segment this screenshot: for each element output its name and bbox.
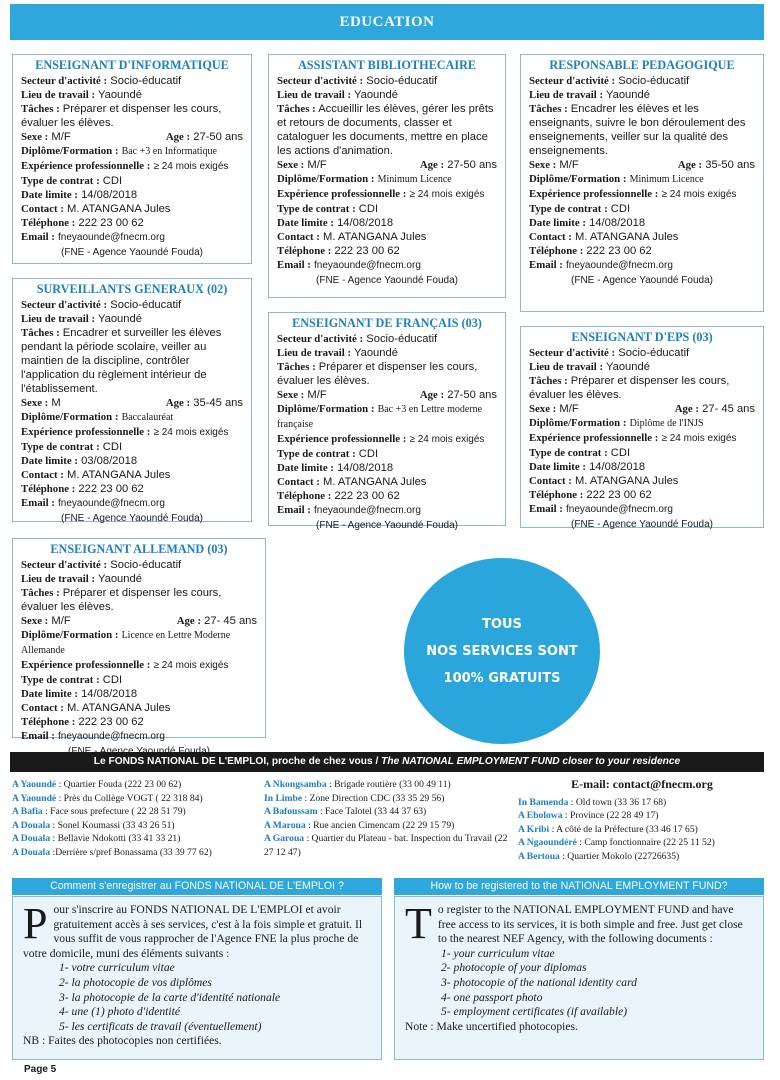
value: CDI bbox=[358, 448, 379, 460]
label: Type de contrat : bbox=[529, 203, 608, 215]
value: ≥ 24 mois exigés bbox=[153, 161, 229, 172]
value: 222 23 00 62 bbox=[586, 245, 652, 257]
page-number: Page 5 bbox=[24, 1064, 57, 1075]
label: Secteur d'activité : bbox=[277, 333, 364, 345]
label: Contact : bbox=[277, 476, 320, 488]
fund-slogan-bar bbox=[10, 752, 764, 772]
label: Tâches : bbox=[21, 587, 60, 599]
value: M/F bbox=[307, 389, 327, 401]
value: Accueillir les élèves, gérer les prêts et retours de documents, classer et cataloguer les documents, mettre en place les actions d'animation. bbox=[277, 103, 494, 157]
value: Bac +3 en Informatique bbox=[121, 146, 217, 157]
label: Date limite : bbox=[277, 217, 334, 229]
label: Age : bbox=[674, 403, 700, 415]
agency-city: A Douala bbox=[12, 819, 51, 831]
agency-line bbox=[518, 809, 766, 823]
value: M/F bbox=[51, 131, 71, 143]
label: Age : bbox=[419, 389, 445, 401]
list-item: 3- la photocopie de la carte d'identité nationale bbox=[59, 990, 281, 1004]
value: CDI bbox=[610, 447, 631, 459]
label: Diplôme/Formation : bbox=[21, 411, 119, 423]
label: Date limite : bbox=[529, 217, 586, 229]
agency-city: A Ngaoundéré bbox=[518, 837, 577, 848]
job-title: SURVEILLANTS GENERAUX (02) bbox=[36, 282, 228, 296]
job-card-francais bbox=[268, 312, 506, 531]
agency-city: A Yaoundé bbox=[12, 792, 57, 804]
agencies-col-3 bbox=[518, 778, 766, 863]
value: 14/08/2018 bbox=[589, 461, 646, 473]
value: 35-45 ans bbox=[193, 397, 243, 409]
label: Secteur d'activité : bbox=[21, 299, 108, 311]
email-link[interactable]: fneyaounde@fnecm.org bbox=[314, 260, 421, 271]
label: Contact : bbox=[21, 469, 64, 481]
value: Préparer et dispenser les cours, évaluer les élèves. bbox=[529, 375, 730, 401]
label: Lieu de travail : bbox=[21, 573, 96, 585]
email-link[interactable]: fneyaounde@fnecm.org bbox=[566, 260, 673, 271]
label: Email : bbox=[277, 259, 311, 271]
label: Date limite : bbox=[21, 455, 78, 467]
agency-line bbox=[518, 823, 766, 837]
value: Yaoundé bbox=[353, 89, 398, 101]
agency-addr: : Face Talotel (33 44 37 63) bbox=[317, 806, 427, 817]
label: Diplôme/Formation : bbox=[529, 173, 627, 185]
how-to-register-fr bbox=[12, 896, 382, 1060]
value: CDI bbox=[358, 203, 379, 215]
agency-line bbox=[12, 805, 258, 819]
label: Secteur d'activité : bbox=[529, 347, 616, 359]
agency-addr: : Quartier Fouda (222 23 00 62) bbox=[56, 779, 182, 790]
label: Email : bbox=[529, 259, 563, 271]
value: M. ATANGANA Jules bbox=[67, 203, 171, 215]
label: Téléphone : bbox=[277, 245, 332, 257]
value: Yaoundé bbox=[605, 89, 650, 101]
list-item: 3- photocopie of the national identity card bbox=[441, 975, 637, 989]
value: CDI bbox=[610, 203, 631, 215]
agency-addr: : A côté de la Préfecture (33 46 17 65) bbox=[549, 823, 698, 835]
label: Date limite : bbox=[21, 688, 78, 700]
value: ≥ 24 mois exigés bbox=[409, 189, 485, 200]
list-item: 2- photocopie of your diplomas bbox=[441, 961, 587, 975]
label: Sexe : bbox=[277, 159, 305, 171]
agency-city: A Ebolowa bbox=[518, 810, 563, 821]
free-line-3: 100% GRATUITS bbox=[443, 670, 561, 686]
value: Diplôme de l'INJS bbox=[629, 418, 704, 429]
agencies-col-1 bbox=[12, 778, 258, 859]
agency-city: A Bafia bbox=[12, 806, 43, 817]
value: Socio-éducatif bbox=[110, 559, 182, 571]
label: Téléphone : bbox=[277, 490, 332, 502]
label: Expérience professionnelle : bbox=[529, 432, 659, 444]
value: ≥ 24 mois exigés bbox=[661, 189, 737, 200]
label: Tâches : bbox=[277, 361, 316, 373]
value: ≥ 24 mois exigés bbox=[153, 427, 229, 438]
document-list bbox=[405, 947, 753, 1020]
label: Diplôme/Formation : bbox=[21, 145, 119, 157]
email-link[interactable]: fneyaounde@fnecm.org bbox=[58, 498, 165, 509]
agency-addr: : Old town (33 36 17 68) bbox=[568, 796, 667, 808]
free-line-2: NOS SERVICES SONT bbox=[426, 643, 578, 659]
job-card-surveillants bbox=[12, 278, 252, 522]
label: Contact : bbox=[21, 203, 64, 215]
agency-addr: : Quartier du Plateau - bat. Inspection du Travail (22 27 12 47) bbox=[264, 833, 508, 858]
agency-addr: :Derrière s/pref Bonassama (33 39 77 62) bbox=[50, 846, 212, 858]
value: 03/08/2018 bbox=[81, 455, 138, 467]
intro-text: our s'inscrire au FONDS NATIONAL DE L'EMPLOI et avoir gratuitement accès à ses services, c'est à la fois simple et gratuit. Il vous suffit de vous rapprocher de l'Agence FNE la plus proche de votre domicile, muni des éléments suivants : bbox=[23, 903, 363, 960]
label: Date limite : bbox=[277, 462, 334, 474]
agency: (FNE - Agence Yaoundé Fouda) bbox=[61, 247, 203, 258]
label: Sexe : bbox=[529, 403, 557, 415]
agency-addr: : Camp fonctionnaire (22 25 11 52) bbox=[576, 837, 715, 848]
label: Type de contrat : bbox=[277, 448, 356, 460]
label: Contact : bbox=[529, 475, 572, 487]
agency-line bbox=[264, 819, 508, 833]
free-services-badge bbox=[404, 558, 600, 744]
agency-line bbox=[12, 832, 258, 846]
agency-addr: : Zone Direction CDC (33 35 29 56) bbox=[302, 792, 445, 804]
label: Email : bbox=[21, 730, 55, 742]
label: Secteur d'activité : bbox=[21, 75, 108, 87]
label: Téléphone : bbox=[21, 483, 76, 495]
document-list bbox=[23, 961, 371, 1034]
label: Secteur d'activité : bbox=[277, 75, 364, 87]
job-title: RESPONSABLE PEDAGOGIQUE bbox=[549, 58, 735, 72]
label: Lieu de travail : bbox=[277, 89, 352, 101]
agency-line bbox=[12, 846, 258, 860]
value: Socio-éducatif bbox=[110, 75, 182, 87]
email-link[interactable]: fneyaounde@fnecm.org bbox=[58, 232, 165, 243]
agency-city: A Bafoussam bbox=[264, 806, 318, 817]
label: Age : bbox=[165, 397, 191, 409]
label: Sexe : bbox=[21, 615, 49, 627]
dropcap: P bbox=[23, 899, 48, 948]
value: Encadrer les élèves et les enseignants, suivre le bon déroulement des enseignements, veiller sur la qualité des enseignements. bbox=[529, 103, 746, 157]
agency: (FNE - Agence Yaoundé Fouda) bbox=[316, 520, 458, 531]
value: Yaoundé bbox=[353, 347, 398, 359]
value: M. ATANGANA Jules bbox=[575, 475, 679, 487]
label: Sexe : bbox=[277, 389, 305, 401]
agency-city: A Yaoundé bbox=[12, 779, 57, 790]
label: Tâches : bbox=[21, 103, 60, 115]
job-card-bibliothecaire bbox=[268, 54, 506, 298]
value: Minimum Licence bbox=[629, 174, 704, 185]
value: Socio-éducatif bbox=[366, 333, 438, 345]
agency-line bbox=[264, 805, 508, 819]
label: Date limite : bbox=[529, 461, 586, 473]
agency-addr: : Sonel Koumassi (33 43 26 51) bbox=[50, 819, 175, 831]
value: Socio-éducatif bbox=[366, 75, 438, 87]
value: M/F bbox=[559, 159, 579, 171]
label: Diplôme/Formation : bbox=[277, 173, 375, 185]
agency-addr: : Quartier Mokolo (22726635) bbox=[559, 850, 680, 862]
value: Minimum Licence bbox=[377, 174, 452, 185]
how-to-register-fr-title: Comment s'enregistrer au FONDS NATIONAL DE L'EMPLOI ? bbox=[12, 878, 382, 895]
value: CDI bbox=[102, 441, 123, 453]
label: Lieu de travail : bbox=[277, 347, 352, 359]
job-title: ASSISTANT BIBLIOTHECAIRE bbox=[297, 58, 477, 72]
value: M. ATANGANA Jules bbox=[323, 476, 427, 488]
value: 222 23 00 62 bbox=[586, 489, 652, 501]
label: Email : bbox=[277, 504, 311, 516]
agency-line bbox=[264, 778, 508, 792]
value: Préparer et dispenser les cours, évaluer les élèves. bbox=[21, 587, 222, 613]
list-item: 4- one passport photo bbox=[441, 990, 543, 1004]
value: Yaoundé bbox=[97, 313, 142, 325]
agency-city: In Bamenda bbox=[518, 796, 569, 808]
value: Bac +3 en Lettre moderne française bbox=[277, 404, 483, 430]
agency: (FNE - Agence Yaoundé Fouda) bbox=[61, 513, 203, 524]
value: Licence en Lettre Moderne Allemande bbox=[21, 630, 231, 656]
label: Expérience professionnelle : bbox=[277, 188, 407, 200]
value: M. ATANGANA Jules bbox=[67, 702, 171, 714]
agency-city: A Bertoua bbox=[518, 850, 560, 862]
label: Type de contrat : bbox=[21, 175, 100, 187]
section-banner: EDUCATION bbox=[10, 4, 764, 40]
value: M/F bbox=[51, 615, 71, 627]
agency-line bbox=[12, 778, 258, 792]
intro-text: o register to the NATIONAL EMPLOYMENT FUND and have free access to its services, it is both simple and free. Just get close to the nearest NEF Agency, with the following documents : bbox=[437, 903, 743, 946]
value: 27- 45 ans bbox=[204, 615, 257, 627]
label: Diplôme/Formation : bbox=[529, 417, 627, 429]
label: Secteur d'activité : bbox=[21, 559, 108, 571]
value: CDI bbox=[102, 674, 123, 686]
label: Expérience professionnelle : bbox=[529, 188, 659, 200]
value: Socio-éducatif bbox=[618, 347, 690, 359]
email-link[interactable]: fneyaounde@fnecm.org bbox=[566, 504, 673, 515]
label: Lieu de travail : bbox=[21, 89, 96, 101]
value: ≥ 24 mois exigés bbox=[661, 433, 737, 444]
agency: (FNE - Agence Yaoundé Fouda) bbox=[316, 275, 458, 286]
label: Email : bbox=[21, 497, 55, 509]
label: Tâches : bbox=[529, 375, 568, 387]
agency-addr: : Province (22 28 49 17) bbox=[562, 810, 659, 821]
agency-city: A Douala bbox=[12, 846, 51, 858]
value: 14/08/2018 bbox=[81, 688, 138, 700]
value: 222 23 00 62 bbox=[78, 483, 144, 495]
label: Age : bbox=[677, 159, 703, 171]
label: Expérience professionnelle : bbox=[21, 160, 151, 172]
list-item: 1- your curriculum vitae bbox=[441, 946, 555, 960]
value: Encadrer et surveiller les élèves pendant la période scolaire, veiller au maintien de la discipline, contrôler l'application du règlement intérieur de l'établissement. bbox=[21, 327, 222, 395]
agency-line bbox=[518, 836, 766, 850]
job-title: ENSEIGNANT D'EPS (03) bbox=[571, 330, 713, 344]
value: M/F bbox=[307, 159, 327, 171]
label: Email : bbox=[529, 503, 563, 515]
label: Contact : bbox=[21, 702, 64, 714]
value: 14/08/2018 bbox=[81, 189, 138, 201]
email-link[interactable]: fneyaounde@fnecm.org bbox=[58, 731, 165, 742]
email-link[interactable]: fneyaounde@fnecm.org bbox=[314, 505, 421, 516]
job-card-informatique bbox=[12, 54, 252, 264]
job-card-pedagogique bbox=[520, 54, 764, 312]
label: Sexe : bbox=[21, 397, 49, 409]
value: 27- 45 ans bbox=[702, 403, 755, 415]
free-line-1: TOUS bbox=[482, 616, 522, 632]
value: Préparer et dispenser les cours, évaluer les élèves. bbox=[21, 103, 222, 129]
label: Age : bbox=[419, 159, 445, 171]
agency-addr: : Rue ancien Cimencam (22 29 15 79) bbox=[305, 819, 455, 831]
label: Téléphone : bbox=[21, 217, 76, 229]
label: Tâches : bbox=[277, 103, 316, 115]
job-title: ENSEIGNANT DE FRANÇAIS (03) bbox=[292, 316, 482, 330]
value: Yaoundé bbox=[97, 573, 142, 585]
job-card-eps bbox=[520, 326, 764, 528]
value: 14/08/2018 bbox=[337, 217, 394, 229]
agency-addr: : Bellavie Ndokotti (33 41 33 21) bbox=[50, 833, 181, 844]
value: Préparer et dispenser les cours, évaluer les élèves. bbox=[277, 361, 478, 387]
fund-slogan-fr: Le FONDS NATIONAL DE L'EMPLOI, proche de chez vous / bbox=[93, 756, 379, 767]
value: CDI bbox=[102, 175, 123, 187]
agency-line bbox=[264, 832, 508, 859]
value: 222 23 00 62 bbox=[334, 490, 400, 502]
value: 27-50 ans bbox=[193, 131, 243, 143]
label: Type de contrat : bbox=[277, 203, 356, 215]
value: ≥ 24 mois exigés bbox=[153, 660, 229, 671]
value: Yaoundé bbox=[605, 361, 650, 373]
agency-line bbox=[518, 796, 766, 810]
agency-addr: : Brigade routière (33 00 49 11) bbox=[326, 779, 451, 790]
agency-city: In Limbe bbox=[264, 792, 303, 804]
agency-city: A Douala bbox=[12, 833, 51, 844]
agency-addr: : Près du Collège VOGT ( 22 318 84) bbox=[56, 792, 203, 804]
label: Contact : bbox=[277, 231, 320, 243]
agency-city: A Nkongsamba bbox=[264, 779, 327, 790]
label: Type de contrat : bbox=[529, 447, 608, 459]
value: M/F bbox=[559, 403, 579, 415]
label: Age : bbox=[176, 615, 202, 627]
value: ≥ 24 mois exigés bbox=[409, 434, 485, 445]
list-item: 2- la photocopie de vos diplômes bbox=[59, 975, 212, 989]
label: Diplôme/Formation : bbox=[21, 629, 119, 641]
value: M bbox=[51, 397, 61, 409]
label: Date limite : bbox=[21, 189, 78, 201]
value: 27-50 ans bbox=[447, 389, 497, 401]
label: Téléphone : bbox=[529, 245, 584, 257]
list-item: 4- une (1) photo d'identité bbox=[59, 1005, 180, 1019]
agencies-col-2 bbox=[264, 778, 508, 859]
value: Socio-éducatif bbox=[618, 75, 690, 87]
dropcap: T bbox=[405, 899, 432, 948]
agency-city: A Garoua bbox=[264, 833, 305, 844]
list-item: 5- les certificats de travail (éventuellement) bbox=[59, 1019, 262, 1033]
note: NB : Faites des photocopies non certifiées. bbox=[23, 1034, 222, 1048]
agency: (FNE - Agence Yaoundé Fouda) bbox=[571, 275, 713, 286]
label: Téléphone : bbox=[21, 716, 76, 728]
value: 35-50 ans bbox=[705, 159, 755, 171]
label: Age : bbox=[165, 131, 191, 143]
agency-city: A Kribi bbox=[518, 823, 550, 835]
label: Sexe : bbox=[529, 159, 557, 171]
value: 14/08/2018 bbox=[589, 217, 646, 229]
label: Type de contrat : bbox=[21, 441, 100, 453]
label: Sexe : bbox=[21, 131, 49, 143]
contact-email[interactable]: E-mail: contact@fnecm.org bbox=[571, 777, 713, 791]
job-title: ENSEIGNANT ALLEMAND (03) bbox=[50, 542, 228, 556]
value: M. ATANGANA Jules bbox=[67, 469, 171, 481]
label: Email : bbox=[21, 231, 55, 243]
job-title: ENSEIGNANT D'INFORMATIQUE bbox=[35, 58, 229, 72]
label: Lieu de travail : bbox=[21, 313, 96, 325]
how-to-register-en bbox=[394, 896, 764, 1060]
value: Socio-éducatif bbox=[110, 299, 182, 311]
value: 27-50 ans bbox=[447, 159, 497, 171]
label: Contact : bbox=[529, 231, 572, 243]
label: Expérience professionnelle : bbox=[21, 659, 151, 671]
label: Diplôme/Formation : bbox=[277, 403, 375, 415]
value: 222 23 00 62 bbox=[334, 245, 400, 257]
job-card-allemand bbox=[12, 538, 266, 742]
value: M. ATANGANA Jules bbox=[575, 231, 679, 243]
how-to-register-en-title: How to be registered to the NATIONAL EMPLOYMENT FUND? bbox=[394, 878, 764, 895]
agency-line bbox=[264, 792, 508, 806]
label: Secteur d'activité : bbox=[529, 75, 616, 87]
value: M. ATANGANA Jules bbox=[323, 231, 427, 243]
agency-line bbox=[12, 792, 258, 806]
value: 14/08/2018 bbox=[337, 462, 394, 474]
value: Yaoundé bbox=[97, 89, 142, 101]
agency: (FNE - Agence Yaoundé Fouda) bbox=[571, 519, 713, 530]
agency-line bbox=[12, 819, 258, 833]
agency-addr: : Face sous prefecture ( 22 28 51 79) bbox=[42, 806, 186, 817]
value: 222 23 00 62 bbox=[78, 217, 144, 229]
list-item: 1- votre curriculum vitae bbox=[59, 961, 175, 975]
label: Expérience professionnelle : bbox=[277, 433, 407, 445]
label: Expérience professionnelle : bbox=[21, 426, 151, 438]
label: Lieu de travail : bbox=[529, 89, 604, 101]
list-item: 5- employment certificates (if available) bbox=[441, 1005, 628, 1019]
value: 222 23 00 62 bbox=[78, 716, 144, 728]
agency-line bbox=[518, 850, 766, 864]
value: Baccalauréat bbox=[121, 412, 174, 423]
label: Tâches : bbox=[21, 327, 60, 339]
fund-slogan-en: The NATIONAL EMPLOYMENT FUND closer to your residence bbox=[381, 756, 681, 767]
label: Lieu de travail : bbox=[529, 361, 604, 373]
agency-city: A Maroua bbox=[264, 819, 306, 831]
label: Téléphone : bbox=[529, 489, 584, 501]
label: Type de contrat : bbox=[21, 674, 100, 686]
label: Tâches : bbox=[529, 103, 568, 115]
note: Note : Make uncertified photocopies. bbox=[405, 1019, 578, 1033]
